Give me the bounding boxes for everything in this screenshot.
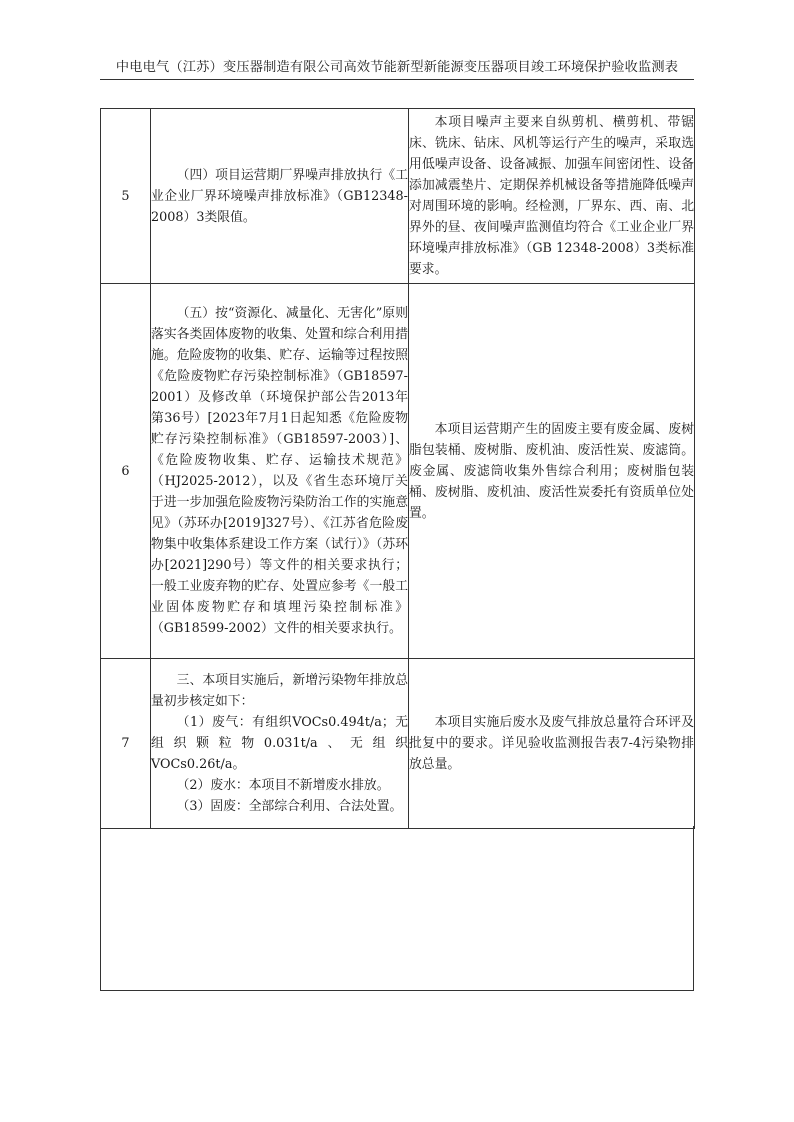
table-row	[101, 659, 695, 829]
row-number: 5	[101, 109, 151, 284]
requirement-line: （1）废气：有组织VOCs0.494t/a；无组织颗粒物0.031t/a、无组织VOCs0.26t/a。	[151, 715, 408, 772]
requirement-line: （2）废水：本项目不新增废水排放。	[176, 778, 390, 793]
requirement-cell: （四）项目运营期厂界噪声排放执行《工业企业厂界环境噪声排放标准》（GB12348-2008）3类限值。	[151, 109, 409, 284]
requirement-cell	[151, 659, 409, 829]
implementation-cell: 本项目运营期产生的固废主要有废金属、废树脂包装桶、废树脂、废机油、废活性炭、废滤筒。废金属、废滤筒收集外售综合利用；废树脂包装桶、废树脂、废机油、废活性炭委托有资质单位处置。	[409, 284, 695, 659]
requirement-line: 三、本项目实施后，新增污染物年排放总量初步核定如下：	[151, 673, 408, 709]
table-row	[101, 109, 695, 284]
row-number: 6	[101, 284, 151, 659]
acceptance-table	[100, 108, 695, 829]
page-header: 中电电气（江苏）变压器制造有限公司高效节能新型新能源变压器项目竣工环境保护验收监测表	[115, 60, 679, 75]
implementation-cell: 本项目实施后废水及废气排放总量符合环评及批复中的要求。详见验收监测报告表7-4污染物排放总量。	[409, 659, 695, 829]
row-number: 7	[101, 659, 151, 829]
requirement-cell: （五）按“资源化、减量化、无害化”原则落实各类固体废物的收集、处置和综合利用措施。危险废物的收集、贮存、运输等过程按照《危险废物贮存污染控制标准》（GB18597-2001）及修改单（环境保护部公告2013年第36号）[2023年7月1日起知悉《危险废物贮存污染控制标准》（GB18597-2003）]、《危险废物收集、贮存、运输技术规范》（HJ2025-2012），以及《省生态环境厅关于进一步加强危险废物污染防治工作的实施意见》（苏环办[2019]327号）、《江苏省危险废物集中收集体系建设工作方案（试行）》（苏环办[2021]290号）等文件的相关要求执行；一般工业废弃物的贮存、处置应参考《一般工业固体废物贮存和填埋污染控制标准》（GB18599-2002）文件的相关要求执行。	[151, 284, 409, 659]
requirement-line: （3）固废：全部综合利用、合法处置。	[176, 799, 403, 814]
table-row	[101, 284, 695, 659]
header-divider	[100, 79, 694, 80]
implementation-cell: 本项目噪声主要来自纵剪机、横剪机、带锯床、铣床、钻床、风机等运行产生的噪声，采取选用低噪声设备、设备减振、加强车间密闭性、设备添加减震垫片、定期保养机械设备等措施降低噪声对周围环境的影响。经检测，厂界东、西、南、北界外的昼、夜间噪声监测值均符合《工业企业厂界环境噪声排放标准》（GB 12348-2008）3类标准要求。	[409, 109, 695, 284]
blank-remarks-area	[100, 826, 694, 991]
